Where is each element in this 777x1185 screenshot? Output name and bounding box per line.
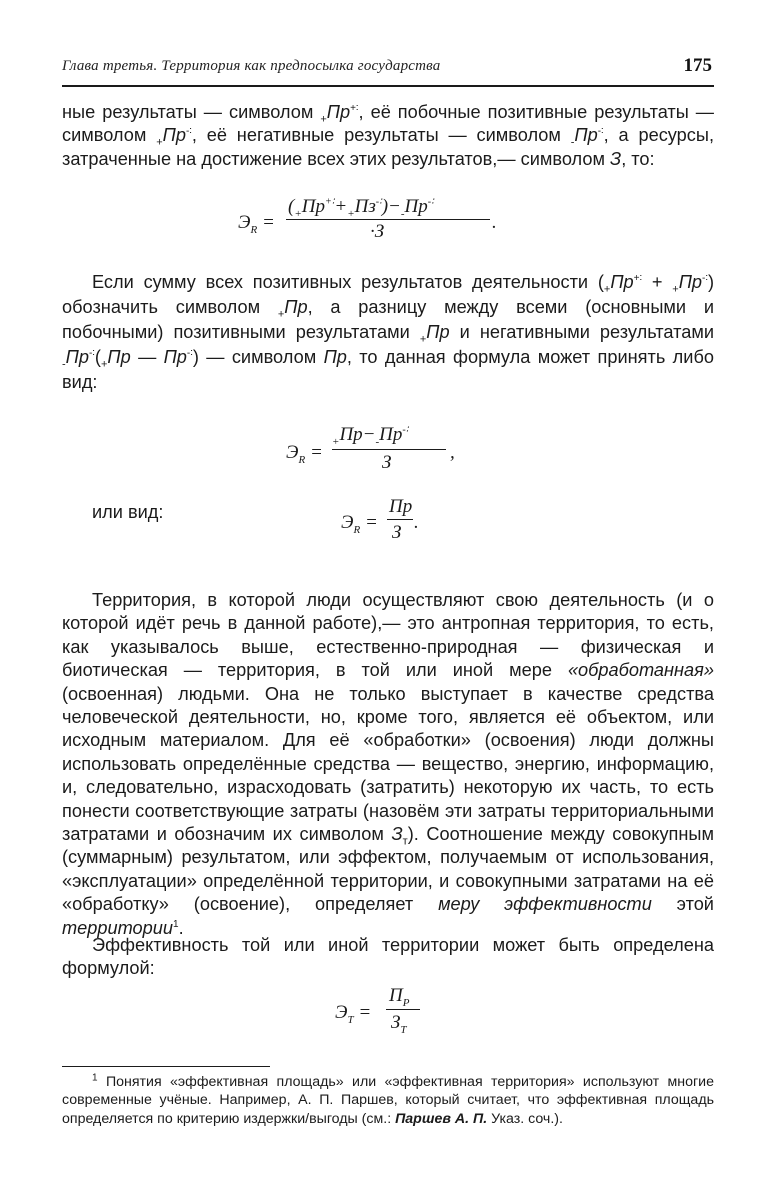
header-rule [62, 85, 714, 87]
formula-efficiency-r-2: $Э_R$ = $_+Пр-_-Пр^{-∶}$ З , [286, 424, 455, 473]
chapter-title: Глава третья. Территория как предпосылка государства [62, 58, 441, 74]
formula-efficiency-t: $Э_T$ = $П_P$ $З_T$ [335, 982, 455, 1038]
paragraph-territory-efficiency: Эффективность той или иной территории может быть определена формулой: [62, 935, 714, 979]
or-form-label: или вид: [92, 502, 164, 522]
footnote: $^1$ Понятия «эффективная площадь» или «эффективная территория» используют многие современные учёные. Например, А. П. Паршев, который считает, что эффективная площадь определяется по критерию издержки/выгоды (см.: Паршев А. П. Указ. соч.). [62, 1072, 714, 1127]
footnote-marker: 1 [92, 1072, 98, 1084]
paragraph-continuation: ные результаты — символом $_+$Пр+∶, её побочные позитивные результаты — символом $_+$Пр-∶, её негативные результаты — символом $_-$Пр-∶, а ресурсы, затраченные на достижение всех этих результатов,— символом З, то: [62, 102, 715, 169]
paragraph-territory: Территория, в которой люди осуществляют свою деятельность (и о которой идёт речь в данной работе),— это антропная территория, то есть, как указывалось выше, естественно-природная — физическая и биотическая — территория, в той или иной мере «обработанная» (освоенная) людьми. Она не только выступает в качестве средства человеческой деятельности, но, кроме того, является её объектом, или исходным материалом. Для её «обработки» (освоения) люди должны использовать определённые средства — вещество, энергию, информацию, и, следовательно, израсходовать (затратить) некоторую их часть, то есть понести соответствующие затраты (назовём эти затраты территориальными затратами и обозначим их символом $З_т$). Соотношение между совокупным (суммарным) результатом, или эффектом, получаемым от использования, «эксплуатации» определённой территории, и совокупными затратами на её «обработку» (освоение), определяет меру эффективности этой территории$^1$. [62, 590, 715, 938]
running-header [62, 55, 714, 82]
page-number: 175 [683, 55, 712, 76]
paragraph-sum-definition: Если сумму всех позитивных результатов деятельности $(_+Пр^{+∶} + _+Пр^{-∶})$ обозначить символом $_+$Пр, а разницу между всеми (основными и побочными) позитивными результатами $_+$Пр и негативными результатами $_-Пр^{-∶}(_+Пр$ — Пр-∶) — символом Пр, то данная формула может принять либо вид: [62, 272, 715, 392]
footnote-rule [62, 1066, 270, 1067]
formula-efficiency-r-3: $Э_R$ = Пр З . [341, 496, 419, 543]
formula-efficiency-r-1: $Э_R$ = $(_+Пр^{+∶}+_+Пз^{-∶})-_-Пр^{-∶}$ ·З . [238, 196, 497, 242]
